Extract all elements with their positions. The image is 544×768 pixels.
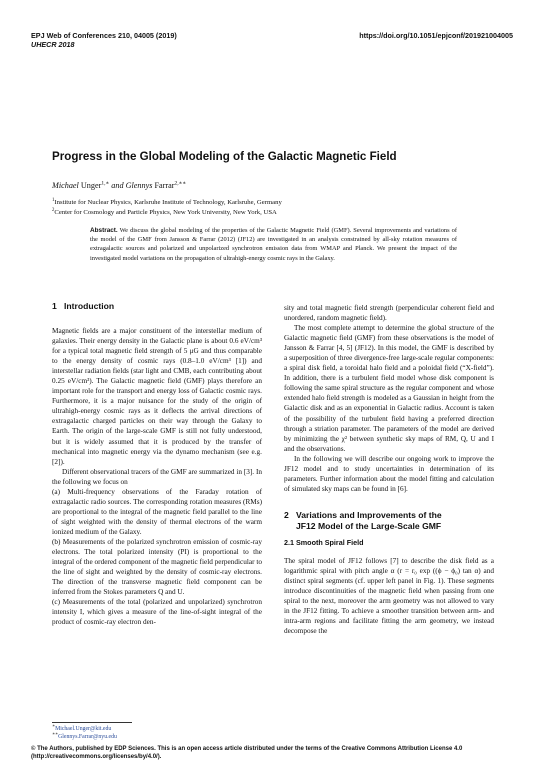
abstract-text: We discuss the global modeling of the properties of the Galactic Magnetic Field (GMF). Several improvements and variations of the model of the GMF from Jansson & Farrar (2012) (JF12) are investigated in an analysis constrained by all-sky rotation measures of extragalactic sources and polarized and unpolarized synchrotron emission data from WMAP and Planck. We present the impact of the investigated model variations on the propagation of ultrahigh-energy cosmic rays in the Galaxy. (90, 227, 457, 262)
intro-paragraph-4: In the following we will describe our ongoing work to improve the JF12 model and to study uncertainties in determination of its parameters. Further information about the model fitting and calculation of simulated sky maps can be found in [6]. (284, 454, 494, 493)
footnote-2: ∗∗Glennys.Farrar@nyu.edu (52, 731, 117, 740)
abstract-label: Abstract. (90, 227, 118, 234)
left-column (52, 301, 262, 627)
conference-name: UHECR 2018 (31, 40, 75, 49)
footnote-rule (52, 722, 132, 723)
spiral-field-paragraph: The spiral model of JF12 follows [7] to describe the disk field as a logarithmic spiral with pitch angle α (r = r₀ exp ((ϕ − ϕ₀) tan α) and distinct spiral segments (cf. upper left panel in Fig. 1). These segments introduce discontinuities of the magnetic field when passing from one spiral to the next, moreover the arm geometry was not allowed to vary in the JF12 fitting. To achieve a smoother transition between arm- and intra-arm regions and facilitate fitting the arm geometry, we instead decompose the (284, 556, 494, 636)
doi-link[interactable]: https://doi.org/10.1051/epjconf/201921004005 (359, 31, 513, 40)
intro-paragraph-1: Magnetic fields are a major constituent of the interstellar medium of galaxies. Their energy density in the Galactic plane is about 0.6 eV/cm³ for a typical total magnetic field strength of 5 μG and thus comparable to the energy density of cosmic rays (0.8–1.0 eV/cm³ [1]) and interstellar radiation fields (star light and CMB, each contributing about 0.25 eV/cm³). The Galactic magnetic field (GMF) plays therefore an important role for the transport and energy loss of Galactic cosmic rays. Furthermore, it is a major nuisance for the study of the origin of ultrahigh-energy cosmic rays as it deflects the arrival directions of extragalactic charged particles on their way through the Galaxy to Earth. The origin of the large-scale GMF is still not fully understood, but it is widely assumed that it is produced by the transfer of mechanical into magnetic energy via the dynamo mechanism (see e.g. [2]). (52, 327, 262, 466)
abstract (90, 226, 457, 263)
license-notice: © The Authors, published by EDP Sciences. This is an open access article distributed under the terms of the Creative Commons Attribution License 4.0 (http://creativecommons.org/licenses/by/4.0/). (31, 746, 463, 761)
email-link-2[interactable]: Glennys.Farrar@nyu.edu (58, 734, 117, 740)
subsection-2-1-title: 2.1 Smooth Spiral Field (284, 537, 364, 547)
running-header-left (31, 31, 177, 49)
intro-paragraph-2: Different observational tracers of the GMF are summarized in [3]. In the following we focus on (52, 467, 262, 486)
affiliations (52, 198, 282, 218)
footnotes (52, 725, 117, 741)
affiliation-1: $^1$Institute for Nuclear Physics, Karlsruhe Institute of Technology, Karlsruhe, Germany (52, 197, 282, 206)
email-link-1[interactable]: Michael.Unger@kit.edu (55, 726, 112, 732)
author-1: Michael Unger$^{1,∗}$ (52, 180, 110, 190)
right-column (284, 303, 494, 636)
author-2: Glennys Farrar$^{2,∗∗}$ (125, 180, 187, 190)
footnote-1: ∗Michael.Unger@kit.edu (52, 723, 112, 732)
affiliation-2: $^2$Center for Cosmology and Particle Physics, New York University, New York, USA (52, 207, 277, 216)
paper-title: Progress in the Global Modeling of the Galactic Magnetic Field (52, 150, 397, 163)
intro-paragraph-3: The most complete attempt to determine the global structure of the Galactic magnetic field (GMF) from these observations is the model of Jansson & Farrar [4, 5] (JF12). In this model, the GMF is described by a superposition of three divergence-free large-scale regular components: a spiral disk field, a toroidal halo field and a poloidal field (“X-field”). In addition, there is a turbulent field model whose disk component is following the same spiral structure as the regular component and whose extended halo field strength is modeled as a Gaussian in height from the Galactic disk and as an exponential in Galactic radius. Account is taken of the possibility of the turbulent field having a preferred direction through a striation parameter. The parameters of the model are derived by minimizing the χ² between synthetic sky maps of RM, Q, U and I and the observations. (284, 324, 494, 453)
tracer-b: (b) Measurements of the polarized synchrotron emission of cosmic-ray electrons. The total polarized intensity (PI) is proportional to the integral of the ordered component of the magnetic field perpendicular to the line of sight and weighted by the density of cosmic-ray electrons. The direction of the transverse magnetic field component can be inferred from the Stokes parameters Q and U. (52, 537, 262, 597)
author-list: Michael Unger$^{1,∗}$ and Glennys Farrar$^{2,∗∗}$ (52, 180, 187, 190)
tracer-c: (c) Measurements of the total (polarized and unpolarized) synchrotron intensity I, which gives a measure of the line-of-sight integral of the product of cosmic-ray electron den- (52, 598, 262, 627)
section-1-title: 1 Introduction (52, 301, 115, 311)
section-2-title: 2 Variations and Improvements of the JF12 Model of the Large-Scale GMF (284, 509, 442, 531)
journal-citation: EPJ Web of Conferences 210, 04005 (2019) (31, 31, 177, 40)
intro-paragraph-continued: sity and total magnetic field strength (perpendicular coherent field and unordered, random magnetic field). (284, 304, 494, 323)
tracer-a: (a) Multi-frequency observations of the Faraday rotation of extragalactic radio sources. The corresponding rotation measures (RMs) are proportional to the integral of the magnetic field parallel to the line of sight weighted with the density of thermal electrons of the warm ionized medium of the Galaxy. (52, 487, 262, 536)
